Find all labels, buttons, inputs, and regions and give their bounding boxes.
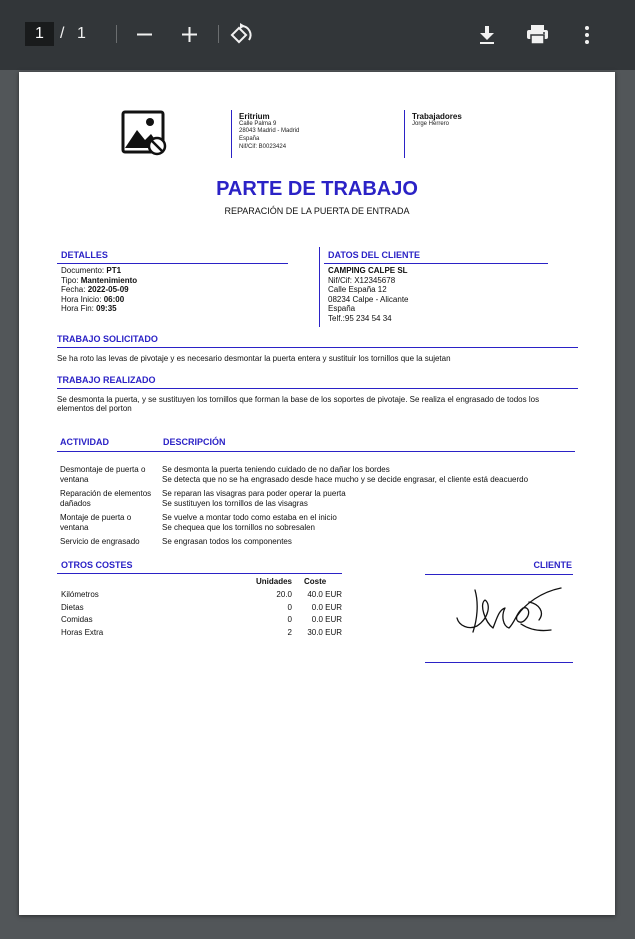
details-date: Fecha: 2022-05-09 — [61, 285, 129, 294]
details-heading: DETALLES — [61, 250, 108, 260]
pdf-page — [19, 72, 615, 915]
client-phone: Telf.:95 234 54 34 — [328, 314, 392, 323]
cost-name: Comidas — [61, 615, 93, 624]
document-subtitle: REPARACIÓN DE LA PUERTA DE ENTRADA — [224, 206, 410, 216]
cost-units: 0 — [287, 603, 292, 612]
cost-units: 2 — [287, 628, 292, 637]
cost-name: Dietas — [61, 603, 84, 612]
company-divider — [231, 110, 232, 158]
workers-divider — [404, 110, 405, 158]
print-icon[interactable] — [526, 24, 549, 45]
client-heading: DATOS DEL CLIENTE — [328, 250, 421, 260]
cost-amount: 0.0 EUR — [311, 615, 342, 624]
page-number-input[interactable]: 1 — [25, 22, 54, 46]
signature-top-line — [425, 574, 573, 575]
rotate-icon[interactable] — [228, 22, 254, 48]
client-country: España — [328, 304, 356, 313]
client-city: 08234 Calpe - Alicante — [328, 295, 409, 304]
page-total: 1 — [77, 25, 86, 42]
cost-units: 20.0 — [276, 590, 292, 599]
done-heading: TRABAJO REALIZADO — [57, 375, 156, 385]
units-column-header: Unidades — [255, 577, 292, 586]
activity-description-line1: Se desmonta la puerta teniendo cuidado de no dañar los bordes — [162, 465, 390, 474]
more-options-icon[interactable] — [583, 24, 591, 46]
toolbar-divider — [116, 25, 117, 43]
activity-name-line1: Servicio de engrasado — [60, 537, 140, 546]
client-street: Calle España 12 — [328, 285, 387, 294]
cost-column-header: Coste — [304, 577, 327, 586]
details-document: Documento: PT1 — [61, 266, 122, 275]
company-nif: Nif/Cif: B0023424 — [239, 144, 287, 150]
client-nif: Nif/Cif: X12345678 — [328, 276, 396, 285]
client-name: CAMPING CALPE SL — [328, 266, 408, 275]
workers-label: Trabajadores — [412, 112, 462, 121]
company-country: España — [239, 136, 260, 142]
details-type: Tipo: Mantenimiento — [61, 276, 138, 285]
zoom-in-icon[interactable] — [181, 26, 198, 43]
done-text-line2: elementos del porton — [57, 404, 132, 413]
done-text-line1: Se desmonta la puerta, y se sustituyen los tornillos que forman la base de los soportes de pivotaje. Se realiza el engrasado de todos los — [57, 395, 540, 404]
worker-name: Jorge Herrero — [412, 121, 450, 127]
cost-units: 0 — [287, 615, 292, 624]
activity-name-line2: ventana — [60, 475, 89, 484]
activity-description-line2: Se detecta que no se ha engrasado desde hace mucho y se decide engrasar, el cliente está deacuerdo — [162, 475, 529, 484]
activity-description-line2: Se chequea que los tornillos no sobresalen — [162, 523, 315, 532]
activity-name-line2: ventana — [60, 523, 89, 532]
cost-amount: 30.0 EUR — [307, 628, 342, 637]
activity-description-line2: Se sustituyen los tornillos de las visagras — [162, 499, 308, 508]
page-separator: / — [60, 25, 65, 42]
activity-description-line1: Se engrasan todos los componentes — [162, 537, 292, 546]
activity-name-line1: Montaje de puerta o — [60, 513, 132, 522]
company-address2: 28043 Madrid - Madrid — [239, 128, 300, 134]
cost-name: Horas Extra — [61, 628, 104, 637]
details-end: Hora Fin: 09:35 — [61, 304, 117, 313]
company-address1: Calle Palma 9 — [239, 121, 277, 127]
details-start: Hora Inicio: 06:00 — [61, 295, 125, 304]
activity-description-line1: Se reparan las visagras para poder operar la puerta — [162, 489, 346, 498]
done-underline — [57, 388, 578, 389]
activity-description-line1: Se vuelve a montar todo como estaba en el inicio — [162, 513, 337, 522]
costs-heading: OTROS COSTES — [61, 560, 133, 570]
client-underline — [324, 263, 548, 264]
activity-name-line1: Reparación de elementos — [60, 489, 152, 498]
broken-image-icon — [121, 110, 167, 156]
cost-amount: 0.0 EUR — [311, 603, 342, 612]
signature-bottom-line — [425, 662, 573, 663]
costs-underline — [57, 573, 342, 574]
requested-heading: TRABAJO SOLICITADO — [57, 334, 158, 344]
cost-name: Kilómetros — [61, 590, 99, 599]
download-icon[interactable] — [478, 25, 496, 45]
client-divider — [319, 247, 320, 327]
document-title: PARTE DE TRABAJO — [216, 178, 418, 200]
signature-heading: CLIENTE — [533, 560, 572, 570]
description-column-header: DESCRIPCIÓN — [163, 437, 226, 447]
pdf-toolbar — [0, 0, 635, 70]
requested-text: Se ha roto las levas de pivotaje y es necesario desmontar la puerta entera y sustituir los tornillos que la sujetan — [57, 354, 451, 363]
activities-underline — [57, 451, 575, 452]
company-name: Eritrium — [239, 112, 270, 121]
cost-amount: 40.0 EUR — [307, 590, 342, 599]
requested-underline — [57, 347, 578, 348]
zoom-out-icon[interactable] — [136, 26, 153, 43]
client-signature — [455, 582, 571, 638]
activity-column-header: ACTIVIDAD — [60, 437, 109, 447]
details-underline — [57, 263, 288, 264]
activity-name-line1: Desmontaje de puerta o — [60, 465, 146, 474]
activity-name-line2: dañados — [60, 499, 91, 508]
toolbar-divider — [218, 25, 219, 43]
